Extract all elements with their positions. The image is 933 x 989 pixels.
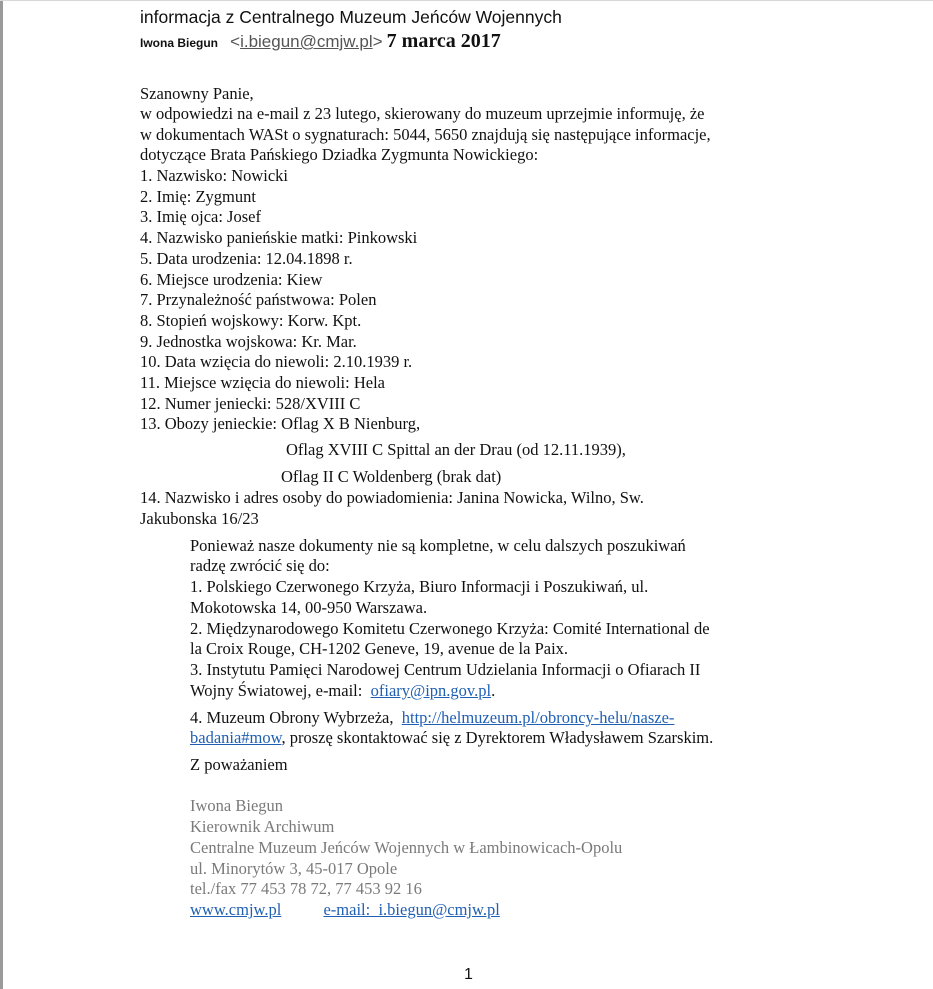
ipn-email-link[interactable]: ofiary@ipn.gov.pl bbox=[370, 681, 492, 700]
signature-address: ul. Minorytów 3, 45-017 Opole bbox=[190, 859, 398, 878]
fact-item: 7. Przynależność państwowa: Polen bbox=[140, 290, 377, 309]
museum-line-suffix: , proszę skontaktować się z Dyrektorem Władysławem Szarskim. bbox=[281, 728, 714, 747]
email-meta bbox=[140, 30, 501, 53]
museum-link-continued[interactable]: badania#mow bbox=[190, 728, 282, 747]
fact-item: 9. Jednostka wojskowa: Kr. Mar. bbox=[140, 332, 357, 351]
museum-link[interactable]: http://helmuzeum.pl/obroncy-helu/nasze- bbox=[401, 708, 675, 727]
intro-line: dotyczące Brata Pańskiego Dziadka Zygmunta Nowickiego: bbox=[140, 145, 539, 164]
advice-line: 1. Polskiego Czerwonego Krzyża, Biuro Informacji i Poszukiwań, ul. bbox=[190, 577, 649, 596]
fact-item: 8. Stopień wojskowy: Korw. Kpt. bbox=[140, 311, 362, 330]
signature-name: Iwona Biegun bbox=[190, 796, 284, 815]
signature-phone: tel./fax 77 453 78 72, 77 453 92 16 bbox=[190, 879, 422, 898]
sender-name: Iwona Biegun bbox=[140, 36, 218, 50]
email-subject: informacja z Centralnego Muzeum Jeńców Wojennych bbox=[140, 7, 562, 27]
advice-line: Mokotowska 14, 00-950 Warszawa. bbox=[190, 598, 428, 617]
advice-line: 2. Międzynarodowego Komitetu Czerwonego Krzyża: Comité International de bbox=[190, 619, 710, 638]
signature-institution: Centralne Muzeum Jeńców Wojennych w Łambinowicach-Opolu bbox=[190, 838, 623, 857]
sender-email-link[interactable]: i.biegun@cmjw.pl bbox=[240, 32, 373, 51]
advice-line: Ponieważ nasze dokumenty nie są kompletne, w celu dalszych poszukiwań bbox=[190, 536, 686, 555]
fact-item: 3. Imię ojca: Josef bbox=[140, 207, 261, 226]
ipn-line bbox=[190, 681, 495, 701]
website-link[interactable]: www.cmjw.pl bbox=[190, 900, 282, 919]
greeting: Szanowny Panie, bbox=[140, 84, 254, 103]
camp-continued: Oflag XVIII C Spittal an der Drau (od 12.11.1939), bbox=[286, 440, 626, 459]
museum-line bbox=[190, 708, 674, 728]
signature-links bbox=[190, 900, 500, 920]
fact-item: 11. Miejsce wzięcia do niewoli: Hela bbox=[140, 373, 385, 392]
intro-line: w odpowiedzi na e-mail z 23 lutego, skierowany do muzeum uprzejmie informuję, że bbox=[140, 104, 705, 123]
fact-item: 12. Numer jeniecki: 528/XVIII C bbox=[140, 394, 361, 413]
signature-position: Kierownik Archiwum bbox=[190, 817, 335, 836]
notify-person-line: 14. Nazwisko i adres osoby do powiadomienia: Janina Nowicka, Wilno, Sw. bbox=[140, 488, 644, 507]
closing: Z poważaniem bbox=[190, 755, 288, 774]
email-open-bracket: < bbox=[230, 32, 241, 51]
signature-email-link[interactable]: e-mail: i.biegun@cmjw.pl bbox=[323, 900, 500, 919]
fact-item: 6. Miejsce urodzenia: Kiew bbox=[140, 270, 323, 289]
museum-line-2 bbox=[190, 728, 713, 748]
sender-email-wrap bbox=[230, 32, 382, 51]
email-close-bracket: > bbox=[372, 32, 383, 51]
advice-line: la Croix Rouge, CH-1202 Geneve, 19, avenue de la Paix. bbox=[190, 639, 569, 658]
camp-continued: Oflag II C Woldenberg (brak dat) bbox=[281, 467, 502, 486]
advice-line: radzę zwrócić się do: bbox=[190, 556, 330, 575]
notify-person-line: Jakubonska 16/23 bbox=[140, 509, 259, 528]
museum-line-prefix: 4. Muzeum Obrony Wybrzeża, bbox=[190, 708, 402, 727]
page-number: 1 bbox=[464, 966, 473, 983]
fact-item: 5. Data urodzenia: 12.04.1898 r. bbox=[140, 249, 353, 268]
fact-item: 13. Obozy jenieckie: Oflag X B Nienburg, bbox=[140, 414, 421, 433]
fact-item: 10. Data wzięcia do niewoli: 2.10.1939 r. bbox=[140, 352, 413, 371]
ipn-line-prefix: Wojny Światowej, e-mail: bbox=[190, 681, 371, 700]
email-date: 7 marca 2017 bbox=[386, 30, 501, 52]
ipn-line-suffix: . bbox=[491, 681, 496, 700]
fact-item: 4. Nazwisko panieńskie matki: Pinkowski bbox=[140, 228, 418, 247]
advice-line: 3. Instytutu Pamięci Narodowej Centrum Udzielania Informacji o Ofiarach II bbox=[190, 660, 701, 679]
intro-line: w dokumentach WASt o sygnaturach: 5044, 5650 znajdują się następujące informacje, bbox=[140, 125, 711, 144]
fact-item: 2. Imię: Zygmunt bbox=[140, 187, 256, 206]
fact-item: 1. Nazwisko: Nowicki bbox=[140, 166, 289, 185]
